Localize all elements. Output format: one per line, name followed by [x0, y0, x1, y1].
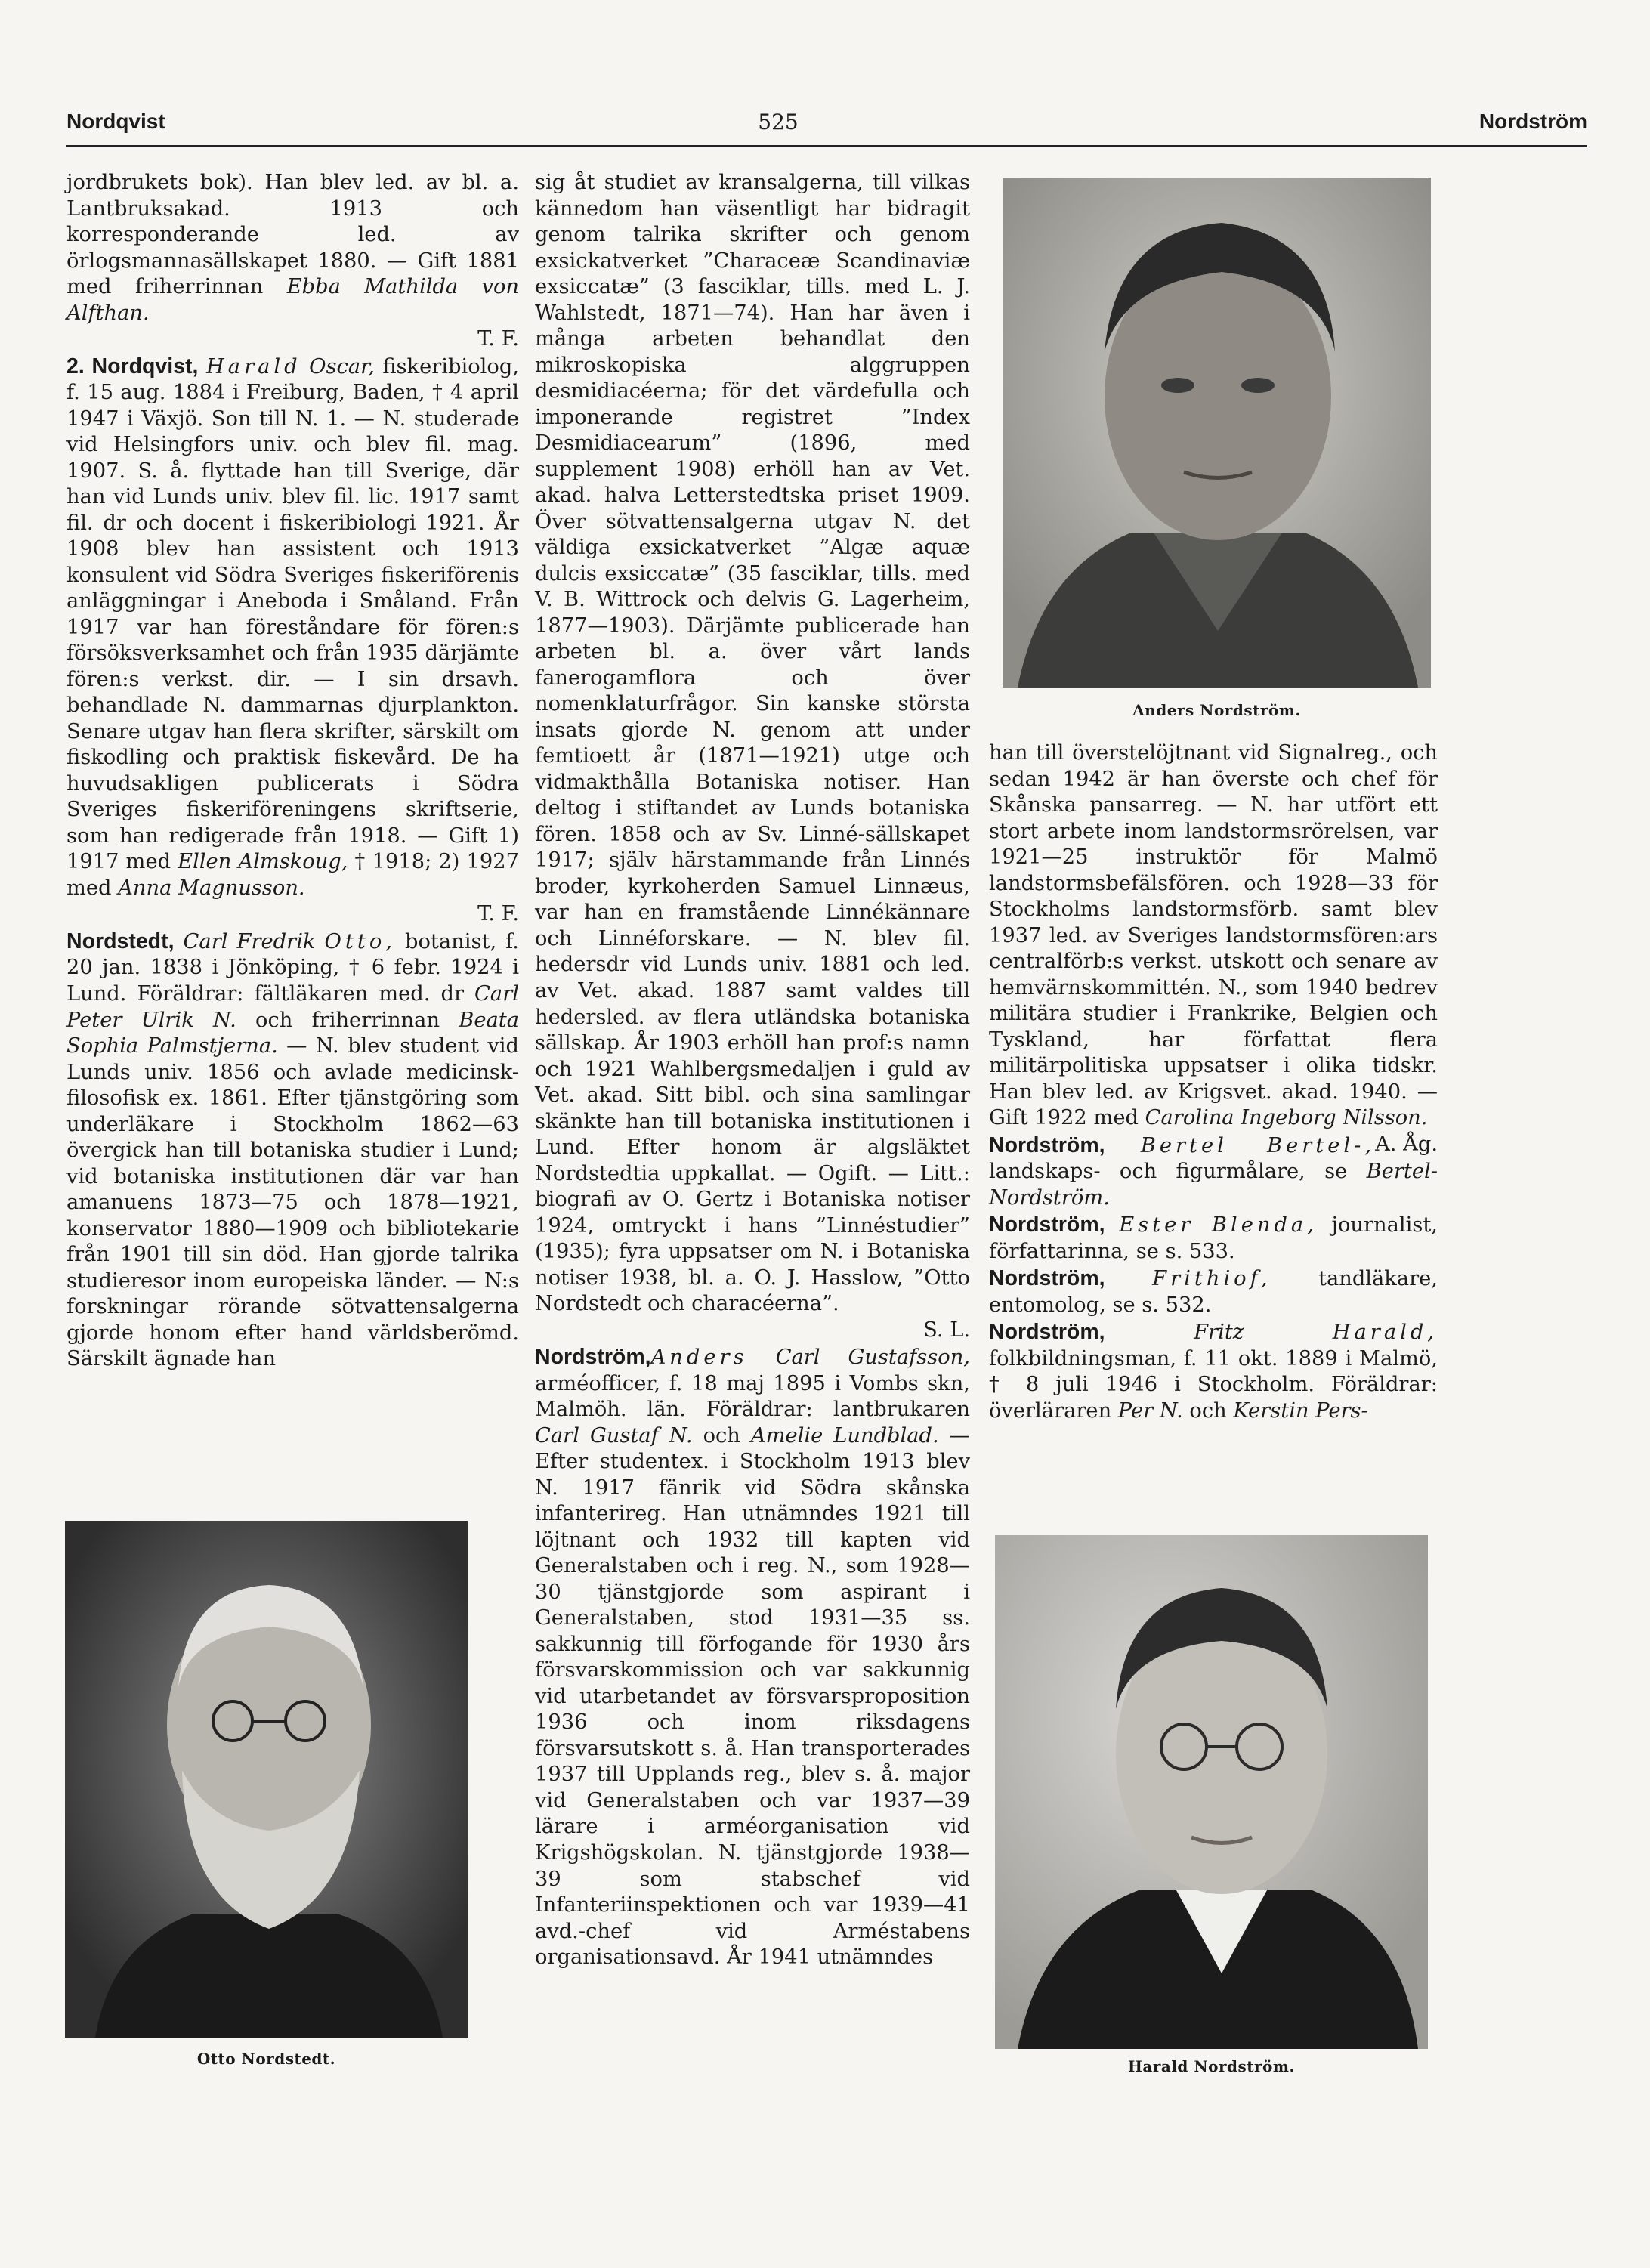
entry-nordstedt: [66, 928, 519, 1373]
portrait-otto-nordstedt: [65, 1521, 468, 2038]
text: han till överstelöjtnant vid Signalreg., och sedan 1942 är han överste och chef för Skånska pansarreg. — N. har utfört ett stort arbete inom landstormsrörelsen, var 1921—25 instruktör för Malmö landstormsbefälsfören. och 1928—33 för Stockholms landstormsförb. samt blev 1937 led. av Sveriges landstormsfören:ars centralförb:s verkst. utskott och senare av hemvärnskommittén. N., som 1940 bedrev militära studier i Frankrike, Belgien och Tyskland, har författat flera militärpolitiska uppsatser i olika tidskr. Han blev led. av Krigsvet. akad. 1940. — Gift 1922 med: [989, 741, 1438, 1130]
text: och: [1182, 1398, 1234, 1423]
spouse-name: Ebba Mathilda von Alfthan.: [66, 275, 519, 325]
entry-heading: Nordström,: [989, 1213, 1105, 1238]
entry-anders-nordstrom: [535, 1343, 970, 1970]
text: och: [692, 1423, 751, 1448]
text: tandläkare, entomolog, se s. 532.: [989, 1267, 1438, 1317]
caption-harald: Harald Nordström.: [1127, 2057, 1296, 2075]
column-1: [66, 170, 519, 1373]
signature: T. F.: [477, 327, 519, 351]
mother-name: Beata Sophia Palmstjerna.: [66, 1008, 519, 1058]
given-name: Bertel Bertel-,: [1140, 1133, 1376, 1157]
running-head-right: Nordström: [1479, 110, 1587, 133]
father-name: Carl Gustaf N.: [535, 1423, 693, 1448]
signature: S. L.: [923, 1318, 970, 1342]
text: — Efter studentex. i Stockholm 1913 blev N. 1917 fänrik vid Södra skånska infanterireg. Han utnämndes 1921 till löjtnant och 1932 till kapten vid Generalstaben och i reg. N., som 1928—30 tjänstgjorde som aspirant i Generalstaben, stod 1931—35 ss. sakkunnig till förfogande för 1930 års försvarskommission och var sakkunnig vid utarbetandet av försvarsproposition 1936 och inom riksdagens försvarsutskott s. å. Han transporterades 1937 till Upplands reg., blev s. å. major vid Generalstaben och var 1937—39 lärare i arméorganisation vid Krigshögskolan. N. tjänstgjorde 1938—39 som stabschef vid Infanteriinspektionen och var 1939—41 avd.-chef vid Arméstabens organisationsavd. År 1941 utnämndes: [535, 1423, 970, 1970]
entry-heading: Nordström,: [535, 1345, 651, 1370]
entry-nordstedt-cont: [535, 170, 970, 1318]
text: arméofficer, f. 18 maj 1895 i Vombs skn, Malmöh. län. Föräldrar: lantbrukaren: [535, 1371, 970, 1422]
spouse-name: Anna Magnusson.: [118, 876, 305, 900]
running-head-left: Nordqvist: [66, 110, 165, 133]
entry-heading: Nordstedt,: [66, 929, 175, 953]
entry-frithiof-nordstrom: [989, 1265, 1438, 1318]
text: † 1918; 2) 1927 med: [66, 850, 520, 900]
given-name-2: Oscar,: [309, 354, 375, 379]
text: folkbildningsman, f. 11 okt. 1889 i Malmö, † 8 juli 1946 i Stockholm. Föräldrar: överläraren: [989, 1346, 1438, 1423]
given-name-2: Carl Gustafsson,: [775, 1346, 970, 1370]
entry-heading: Nordström,: [989, 1320, 1105, 1345]
signature: T. F.: [477, 902, 519, 926]
portrait-harald-nordstrom: [995, 1535, 1428, 2049]
mother-name: Amelie Lundblad.: [750, 1423, 939, 1448]
text: sig åt studiet av kransalgerna, till vilkas kännedom han väsentligt har bidragit genom talrika skrifter och genom exsickatverket ”Characeæ Scandinaviæ exsiccatæ” (3 fasciklar, tills. med L. J. Wahlstedt, 1871—74). Han har även i många arbeten behandlat den mikroskopiska alggruppen desmidiacéerna; för det värdefulla och imponerande registret ”Index Desmidiacearum” (1896, med supplement 1908) erhöll han av Vet. akad. halva Letterstedtska priset 1909. Över sötvattensalgerna utgav N. det väldiga exsickatverket ”Algæ aquæ dulcis exsiccatæ” (35 fasciklar, tills. med V. B. Wittrock och delvis G. Lagerheim, 1877—1903). Därjämte publicerade han arbeten bl. a. över vårt lands fanerogamflora och över nomenklaturfrågor. Sin kanske största insats gjorde N. genom att under femtioett år (1871—1921) utge och vidmakthålla Botaniska notiser. Han deltog i stiftandet av Lunds botaniska fören. 1858 och av Sv. Linné-sällskapet 1917; själv härstammande från Linnés broder, kyrkoherden Samuel Linnæus, var han en framstående Linnékännare och Linnéforskare. — N. blev fil. hedersdr vid Lunds univ. 1881 och led. av Vet. akad. 1887 samt valdes till hedersled. av flera utländska botaniska sällskap. År 1903 erhöll han prof:s namn och 1921 Wahlbergsmedaljen i guld av Vet. akad. Sitt bibl. och sina samlingar skänkte han till botaniska institutionen i Lund. Efter honom är algsläktet Nordstedtia uppkallat. — Ogift. — Litt.: biografi av O. Gertz i Botaniska notiser 1924, omtryckt i hans ”Linnéstudier” (1935); fyra uppsatser om N. i Botaniska notiser 1938, bl. a. O. J. Hasslow, ”Otto Nordstedt och characéerna”.: [535, 171, 970, 1316]
column-3: [989, 740, 1438, 1424]
entry-ester-blenda-nordstrom: [989, 1211, 1438, 1265]
entry-heading: Nordström,: [989, 1266, 1105, 1291]
cross-reference: Bertel-Nordström.: [989, 1160, 1438, 1210]
signature: A. Åg.: [1375, 1132, 1438, 1156]
header-rule: [66, 145, 1587, 147]
entry-harald-nordstrom: [989, 1318, 1438, 1424]
text: landskaps- och figurmålare, se: [989, 1160, 1367, 1184]
father-name: Per N.: [1117, 1398, 1183, 1423]
entry-nordqvist-2: [66, 353, 519, 902]
text: journalist, författarinna, se s. 533.: [989, 1213, 1438, 1263]
given-name: Harald: [206, 354, 301, 379]
caption-otto: Otto Nordstedt.: [196, 2050, 336, 2068]
column-2: [535, 170, 970, 1971]
given-name: Frithiof,: [1152, 1267, 1271, 1291]
text: och friherrinnan: [236, 1008, 459, 1032]
given-name: Anders: [650, 1346, 748, 1370]
given-name: Fritz: [1194, 1321, 1244, 1345]
spouse-name: Carolina Ingeborg Nilsson.: [1145, 1106, 1428, 1130]
given-name-2: Harald,: [1332, 1321, 1438, 1345]
mother-name: Kerstin Pers-: [1233, 1398, 1368, 1423]
entry-heading: 2. Nordqvist,: [66, 354, 199, 379]
entry-bertel-nordstrom: [989, 1132, 1438, 1212]
text: fiskeribiolog, f. 15 aug. 1884 i Freiburg, Baden, † 4 april 1947 i Växjö. Son till N. 1. — N. studerade vid Helsingfors univ. och blev fil. mag. 1907. S. å. flyttade han till Sverige, där han vid Lunds univ. blev fil. lic. 1917 samt fil. dr och docent i fiskeribiologi 1921. År 1908 blev han assistent och 1913 konsulent vid Södra Sveriges fiskeriförenis anläggningar i Aneboda i Småland. Från 1917 var han föreståndare för fören:s försöksverksamhet och från 1935 därjämte fören:s verkst. dir. — I sin drsavh. behandlade N. dammarnas djurplankton. Senare utgav han flera skrifter, särskilt om fiskodling och praktisk fiskevård. De ha huvudsakligen publicerats i Södra Sveriges fiskeriföreningens skriftserie, som han redigerade från 1918. — Gift 1) 1917 med: [66, 354, 519, 874]
entry-nordqvist-1-end: [66, 170, 519, 326]
father-name: Carl Peter Ulrik N.: [66, 981, 519, 1032]
text: botanist, f. 20 jan. 1838 i Jönköping, † 6 febr. 1924 i Lund. Föräldrar: fältläkaren med. dr: [66, 929, 519, 1006]
portrait-anders-nordstrom: [1003, 178, 1431, 688]
caption-anders: Anders Nordström.: [1132, 701, 1301, 719]
given-name: Carl Fredrik: [183, 929, 316, 953]
text: — N. blev student vid Lunds univ. 1856 och avlade medicinsk-filosofisk ex. 1861. Efter tjänstgöring som underläkare i Stockholm 1862—63 övergick han till botaniska studier i Lund; vid botaniska institutionen där var han amanuens 1873—75 och 1878—1921, konservator 1880—1909 och bibliotekarie från 1901 till sin död. Han gjorde talrika studieresor inom europeiska länder. — N:s forskningar rörande sötvattensalgerna gjorde honom efter hand världsberömd. Särskilt ägnade han: [66, 1034, 520, 1371]
given-name-2: Otto,: [324, 929, 396, 953]
given-name: Ester Blenda,: [1119, 1213, 1318, 1238]
text: jordbrukets bok). Han blev led. av bl. a. Lantbruksakad. 1913 och korresponderande led. av örlogsmannasällskapet 1880. — Gift 1881 med friherrinnan: [66, 171, 519, 299]
spouse-name: Ellen Almskoug,: [178, 850, 348, 874]
page-number: 525: [758, 110, 799, 134]
entry-heading: Nordström,: [989, 1132, 1105, 1157]
